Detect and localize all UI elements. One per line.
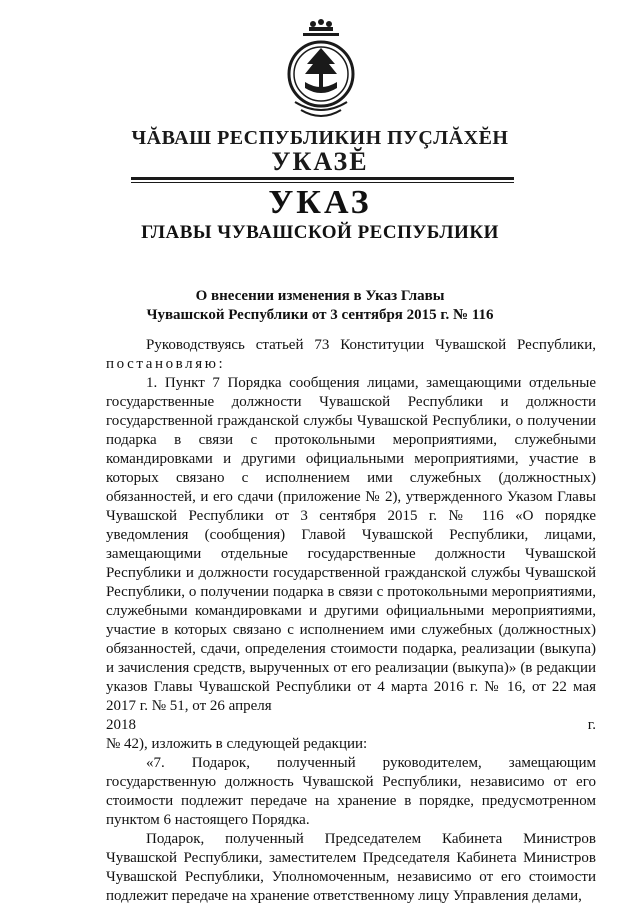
decree-title: УКАЗ xyxy=(268,184,372,221)
resolve-word: постановляю: xyxy=(106,356,226,372)
paragraph-preamble xyxy=(106,336,596,374)
year-suffix: г. xyxy=(587,717,596,733)
chuvash-header-line2: УКАЗĔ xyxy=(271,147,369,176)
document-body xyxy=(106,336,596,906)
paragraph-new-item-7: «7. Подарок, полученный руководителем, замещающим государственную должность Чувашской Республики, независимо от его стоимости подлежит передаче на хранение в порядке, предусмотренном пунктом 6 настоящего Порядка. xyxy=(106,755,596,828)
decree-subtitle: ГЛАВЫ ЧУВАШСКОЙ РЕСПУБЛИКИ xyxy=(141,222,499,243)
chuvash-emblem-icon xyxy=(283,18,359,124)
preamble-text: Руководствуясь статьей 73 Конституции Чувашской Республики, xyxy=(146,337,596,353)
paragraph-item-1: 1. Пункт 7 Порядка сообщения лицами, замещающими отдельные государственные должности Чувашской Республики и должности государственной гражданской службы Чувашской Республики, о получении подарка в связи с протокольными мероприятиями, служебными командировками и другими официальными мероприятиями, участие в которых связано с исполнением ими служебных (должностных) обязанностей, и его сдачи (приложение № 2), утвержденного Указом Главы Чувашской Республики от 3 сентября 2015 г. № 116 «О порядке уведомления (сообщения) Главой Чувашской Республики, лицами, замещающими отдельные государственные должности Чувашской Республики и должности государственной гражданской службы Чувашской Республики, о получении подарка в связи с протокольными мероприятиями, служебными командировками и другими официальными мероприятиями, участие в которых связано с исполнением ими служебных (должностных) обязанностей, сдачи, определения стоимости подарка, реализации (выкупа) и зачисления средств, вырученных от его реализации (выкупа)» (в редакции указов Главы Чувашской Республики от 4 марта 2016 г. № 16, от 22 мая 2017 г. № 51, от 26 апреля xyxy=(106,375,596,714)
header-divider-thick xyxy=(131,177,514,180)
paragraph-item-1-year-line xyxy=(106,716,596,735)
paragraph-gift-cabinet: Подарок, полученный Председателем Кабинета Министров Чувашской Республики, заместителем Председателя Кабинета Министров Чувашской Республики, Уполномоченным, независимо от его стоимости подлежит передаче на хранение ответственному лицу Управления делами, xyxy=(106,831,596,904)
document-title-line1: О внесении изменения в Указ Главы xyxy=(195,288,445,304)
paragraph-item-1-end: № 42), изложить в следующей редакции: xyxy=(106,736,368,752)
header-divider-thin xyxy=(131,182,514,183)
document-title-line2: Чувашской Республики от 3 сентября 2015 г. № 116 xyxy=(146,307,494,323)
chuvash-header-line1: ЧĂВАШ РЕСПУБЛИКИН ПУÇЛĂХĔН xyxy=(131,127,509,149)
year-text: 2018 xyxy=(106,717,136,733)
